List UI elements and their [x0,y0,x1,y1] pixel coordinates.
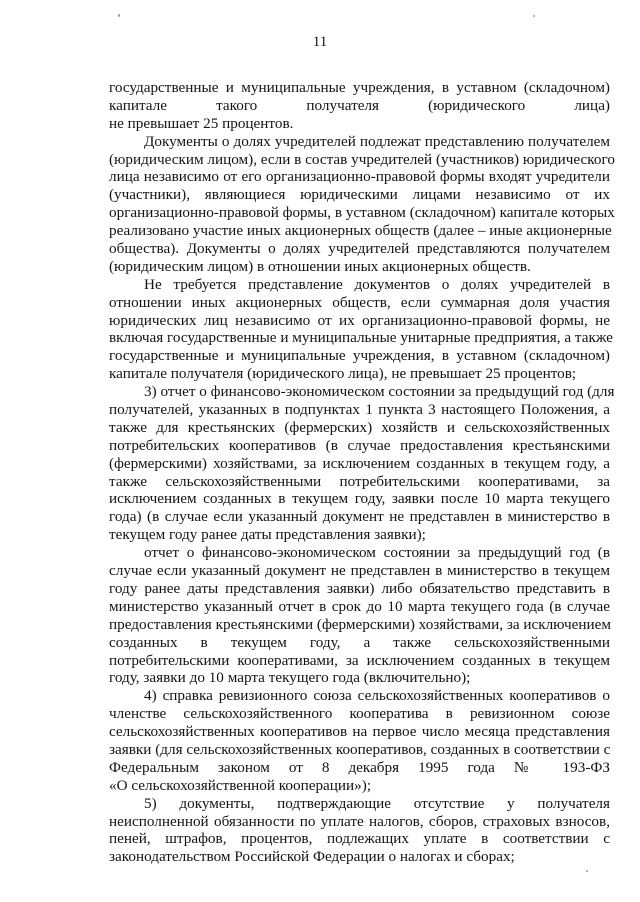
text-line: реализовано участие иных акционерных обществ (далее – иные акционерные [109,222,612,240]
text-line: капитале такого получателя (юридического лица) [109,96,610,114]
text-line: случае если указанный документ не представлен в министерство в текущем [109,562,610,580]
text-line: Документы о долях учредителей подлежат представлению получателем [144,132,610,150]
text-line: включая государственные и муниципальные унитарные предприятия, а также [109,329,613,347]
text-line: сельскохозяйственных кооперативов на первое число месяца представления [109,723,610,741]
page-number: 11 [312,34,328,50]
paragraph-5 [109,544,610,687]
text-line: получателей, указанных в подпунктах 1 пункта 3 настоящего Положения, а [109,401,610,419]
text-line: 3) отчет о финансово-экономическом состоянии за предыдущий год (для [144,383,615,401]
text-line: государственные и муниципальные учреждения, в уставном (складочном) [109,347,610,365]
text-line: также сельскохозяйственными потребительскими кооперативами, за [109,472,610,490]
text-line: заявки (для сельскохозяйственных кооперативов, созданных в соответствии с [109,740,611,758]
scan-speck [118,14,120,17]
paragraph-1 [109,79,610,133]
text-line: неисполненной обязанности по уплате налогов, сборов, страховых взносов, [109,812,610,830]
text-line: 5) документы, подтверждающие отсутствие у получателя [144,794,610,812]
text-line: отношении иных акционерных обществ, если суммарная доля участия [109,293,610,311]
text-line: созданных в текущем году, а также сельскохозяйственными [109,633,610,651]
scan-speck [533,15,535,17]
text-line: (участники), являющиеся юридическими лицами независимо от их [109,186,610,204]
text-line: (юридическим лицом), если в состав учредителей (участников) юридического [109,150,615,168]
text-line: «О сельскохозяйственной кооперации»); [109,776,372,794]
document-body [109,79,615,866]
text-line: (фермерскими) хозяйствами, за исключением созданных в текущем году, а [109,454,610,472]
paragraph-item-5 [109,795,610,867]
paragraph-item-4 [109,687,610,794]
text-line: потребительских кооперативов (в случае предоставления крестьянскими [109,436,610,454]
text-line: не превышает 25 процентов. [109,114,294,132]
text-line: 4) справка ревизионного союза сельскохозяйственных кооперативов о [144,687,610,705]
text-line: лица независимо от его организационно-правовой формы входят учредители [109,168,610,186]
text-line: Не требуется представление документов о долях учредителей в [144,275,610,293]
text-line: пеней, штрафов, процентов, подлежащих уплате в соответствии с [109,830,610,848]
text-line: государственные и муниципальные учреждения, в уставном (складочном) [109,79,610,96]
text-line: членстве сельскохозяйственного кооператива в ревизионном союзе [109,705,610,723]
text-line: общества). Документы о долях учредителей представляются получателем [109,240,610,258]
text-line: году, заявки до 10 марта текущего года (включительно); [109,669,471,687]
text-line: году ранее даты представления заявки) либо обязательство представить в [109,579,610,597]
text-line: (юридическим лицом) в отношении иных акционерных обществ. [109,257,531,275]
text-line: юридических лиц независимо от их организационно-правовой формы, не [109,311,610,329]
text-line: организационно-правовой формы, в уставном (складочном) капитале которых [109,204,615,222]
scan-speck [586,870,588,872]
text-line: министерство указанный отчет в срок до 10 марта текущего года (в случае [109,597,610,615]
text-line: предоставления крестьянскими (фермерскими) хозяйствами, за исключением [109,615,611,633]
text-line: отчет о финансово-экономическом состоянии за предыдущий год (в [144,544,610,562]
text-line: законодательством Российской Федерации о налогах и сборах; [109,848,515,866]
paragraph-3 [109,275,613,383]
text-line: года) (в случае если указанный документ не представлен в министерство в [109,508,610,526]
text-line: капитале получателя (юридического лица), не превышает 25 процентов; [109,365,577,383]
text-line: Федеральным законом от 8 декабря 1995 года № 193-ФЗ [109,758,610,776]
text-line: также для крестьянских (фермерских) хозяйств и сельскохозяйственных [109,418,610,436]
text-line: текущем году ранее даты представления заявки); [109,526,426,544]
paragraph-item-3 [109,383,615,544]
text-line: потребительскими кооперативами, за исключением созданных в текущем [109,651,610,669]
paragraph-2 [109,132,615,276]
text-line: исключением созданных в текущем году, заявки после 10 марта текущего [109,490,610,508]
